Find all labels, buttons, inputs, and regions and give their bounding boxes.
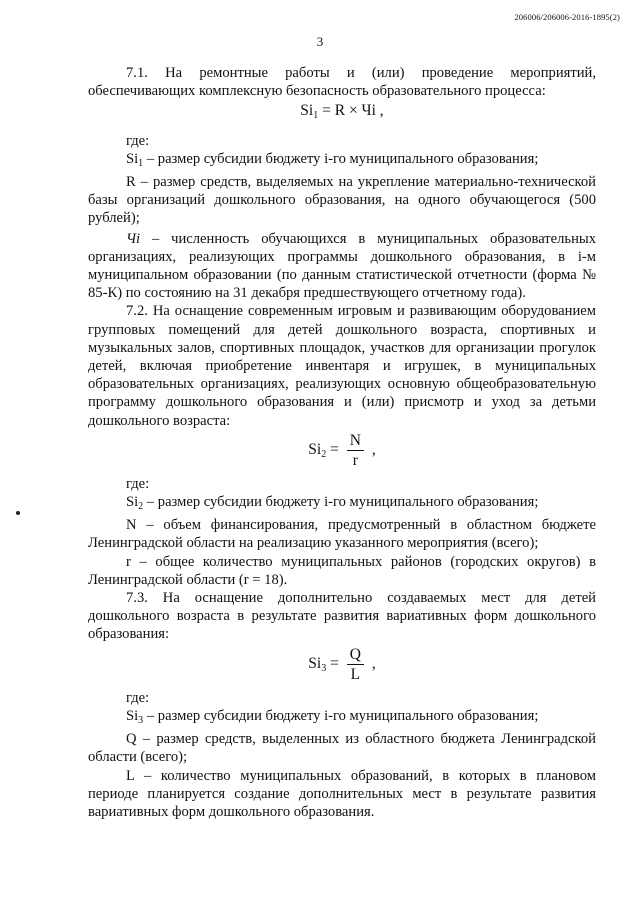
fraction-denominator: L (350, 665, 361, 683)
definition-text: – размер субсидии бюджету i-го муниципального образования; (146, 494, 539, 511)
fraction-numerator: N (347, 432, 364, 451)
formula-sub: 3 (321, 662, 327, 674)
definition-r: R – размер средств, выделяемых на укрепление материально-технической базы организаций дошкольного образования, на одного обучающегося (500 рублей); (88, 174, 596, 227)
definition-l: L – количество муниципальных образований, в которых в плановом периоде планируется создание дополнительных мест в результате развития вариативных форм дошкольного образования. (88, 767, 596, 820)
formula-lhs: Si (300, 102, 314, 120)
where-label: где: (126, 475, 150, 492)
symbol-sub: 1 (138, 157, 144, 169)
formula-sub: 2 (321, 448, 327, 460)
formula-eq: = (330, 440, 339, 458)
definition-q: Q – размер средств, выделенных из областного бюджета Ленинградской области (всего); (88, 731, 596, 766)
formula-sub: 1 (313, 110, 319, 122)
definition-chi (88, 230, 596, 303)
symbol-sub: 2 (138, 501, 144, 513)
symbol: Si (126, 707, 139, 724)
symbol: Si (126, 494, 139, 511)
symbol: Si (126, 150, 139, 167)
document-id: 206006/206006-2016-1895(2) (514, 12, 620, 22)
section-7-1-heading: 7.1. На ремонтные работы и (или) проведение мероприятий, обеспечивающих комплексную безопасность образовательного процесса: (88, 65, 596, 100)
scan-speck (16, 511, 20, 515)
section-7-2-heading: 7.2. На оснащение современным игровым и развивающим оборудованием групповых помещений для детей дошкольного возраста, спортивных и музыкальных залов, спортивных площадок, участков для организации прогулок детей, включая приобретение инвентаря и игрушек, в муниципальных образовательных организациях, реализующих основную общеобразовательную программу дошкольного образования и (или) присмотр и уход за детьми дошкольного возраста: (88, 303, 596, 429)
formula-tail: , (371, 440, 376, 458)
fraction-denominator: r (352, 451, 358, 469)
formula-eq: = (330, 654, 339, 672)
formula-tail: , (371, 654, 376, 672)
definition-r-count: r – общее количество муниципальных районов (городских округов) в Ленинградской области (r = 18). (88, 553, 596, 588)
definition-text: – размер субсидии бюджету i-го муниципального образования; (146, 150, 539, 167)
formula-fraction (347, 432, 364, 469)
symbol: Чi (126, 230, 141, 247)
formula-fraction (347, 646, 364, 683)
where-label: где: (126, 132, 150, 149)
where-label: где: (126, 689, 150, 706)
fraction-numerator: Q (347, 646, 364, 665)
definition-si3 (88, 707, 596, 730)
formula-si1 (88, 102, 596, 125)
formula-rhs: = R × Чi , (322, 102, 384, 120)
definition-text: – размер субсидии бюджету i-го муниципального образования; (146, 707, 539, 724)
section-7-3-heading: 7.3. На оснащение дополнительно создаваемых мест для детей дошкольного возраста в результате развития вариативных форм дошкольного образования: (88, 590, 596, 643)
formula-lhs: Si (308, 654, 322, 672)
definition-text: – численность обучающихся в муниципальных образовательных организациях, реализующих программы дошкольного образования, в i-м муниципальном образовании (по данным статистической отчетности (форма № 85-К) по состоянию на 31 декабря предшествующего отчетному года). (88, 230, 596, 302)
definition-si2 (88, 493, 596, 516)
symbol-sub: 3 (138, 714, 144, 726)
formula-si2 (88, 432, 596, 469)
formula-lhs: Si (308, 440, 322, 458)
definition-n: N – объем финансирования, предусмотренный в областном бюджете Ленинградской области на реализацию указанного мероприятия (всего); (88, 517, 596, 552)
formula-si3 (88, 646, 596, 683)
document-body (88, 64, 596, 821)
page-number: 3 (316, 34, 324, 49)
definition-si1 (88, 150, 596, 173)
